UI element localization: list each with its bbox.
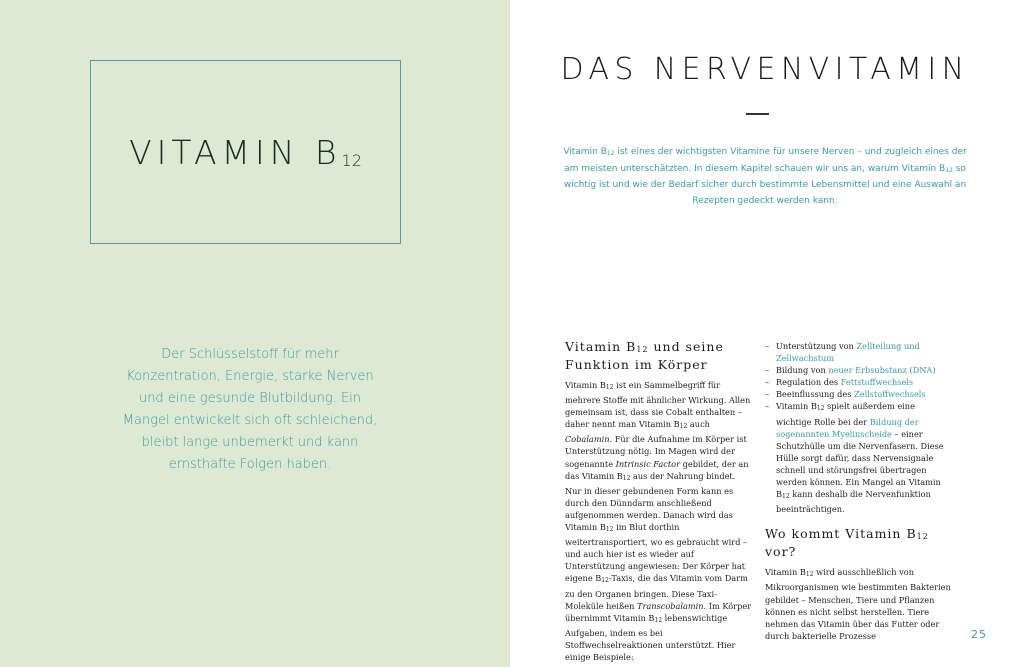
list-item: – Bildung von neuer Erbsubstanz (DNA) bbox=[765, 364, 952, 376]
link[interactable]: Bildung der sogenannten Myelinscheide bbox=[776, 416, 919, 439]
link[interactable]: Zellteilung und Zellwachstum bbox=[776, 341, 920, 364]
link[interactable]: neuer Erbsubstanz (DNA) bbox=[828, 365, 936, 376]
list-item: – Vitamin $B_{12}$ spielt außerdem eine wichtige Rolle bei der Bildung der sogenannten Myelinscheide – einer Schutzhülle um die Nervenfasern. Diese Hülle sorgt dafür, dass Nervensignale schnell und störungsfrei übertragen werden können. Ein Mangel an Vitamin $B_{12}$ kann deshalb die Nervenfunktion beeinträchtigen. bbox=[765, 400, 952, 515]
column-right bbox=[765, 340, 952, 642]
function-list bbox=[765, 340, 952, 515]
list-item: – Beeinflussung des Zellstoffwechsels bbox=[765, 388, 952, 400]
page-heading: DAS NERVENVITAMIN bbox=[560, 52, 970, 87]
page-number: 25 bbox=[971, 628, 987, 641]
heading-divider bbox=[746, 113, 769, 115]
link[interactable]: Fettstoffwechsels bbox=[840, 377, 914, 388]
intro-paragraph: Vitamin $B_{12}$ ist eines der wichtigsten Vitamine für unsere Nerven – und zugleich eines der am meisten unterschätzten. In diesem Kapitel schauen wir uns an, warum Vitamin $B_{12}$ so wichtig ist und wie der Bedarf sicher durch bestimmte Lebensmittel und eine Auswahl an Rezepten gedeckt werden kann. bbox=[563, 147, 967, 206]
right-page bbox=[510, 0, 1020, 667]
section-body-function: Vitamin $B_{12}$ ist ein Sammelbegriff für mehrere Stoffe mit ähnlicher Wirkung. Allen gemeinsam ist, dass sie Cobalt enthalten – daher nennt man Vitamin $B_{12}$ auch Cobalamin. Für die Aufnahme im Körper ist Unterstützung nötig: Im Magen wird der sogenannte Intrinsic Factor gebildet, der an das Vitamin $B_{12}$ aus der Nahrung bindet. Nur in dieser gebundenen Form kann es durch den Dünndarm anschließend aufgenommen werden. Danach wird das Vitamin $B_{12}$ im Blut dorthin weitertransportiert, wo es gebraucht wird – und auch hier ist es wieder auf Unterstützung angewiesen: Der Körper hat eigene $B_{12}$-Taxis, die das Vitamin vom Darm zu den Organen bringen. Diese Taxi-Moleküle heißen Transcobalamin. Im Körper übernimmt Vitamin $B_{12}$ lebenswichtige Aufgaben, indem es bei Stoffwechselreaktionen unterstützt. Hier einige Beispiele: bbox=[565, 380, 752, 662]
list-item: – Unterstützung von Zellteilung und Zellwachstum bbox=[765, 340, 952, 364]
chapter-title: VITAMIN $B_{12}$ bbox=[129, 132, 362, 172]
chapter-title-box bbox=[90, 60, 401, 244]
column-left bbox=[565, 340, 752, 663]
section-heading-function: Vitamin $B_{12}$ und seine Funktion im Körper bbox=[565, 339, 724, 372]
chapter-lede: Der Schlüsselstoff für mehr Konzentration, Energie, starke Nerven und eine gesunde Blutbildung. Ein Mangel entwickelt sich oft schleichend, bleibt lange unbemerkt und kann ernsthafte Folgen haben. bbox=[122, 347, 378, 472]
section-body-sources: Vitamin $B_{12}$ wird ausschließlich von Mikroorganismen wie bestimmten Bakterien gebildet – Menschen, Tiere und Pflanzen können es nicht selbst herstellen. Tiere nehmen das Vitamin über das Futter oder durch bakterielle Prozesse bbox=[765, 567, 951, 641]
link[interactable]: Zellstoffwechsels bbox=[854, 389, 926, 400]
list-item: – Regulation des Fettstoffwechsels bbox=[765, 376, 952, 388]
section-heading-sources: Wo kommt Vitamin $B_{12}$ vor? bbox=[765, 526, 929, 559]
